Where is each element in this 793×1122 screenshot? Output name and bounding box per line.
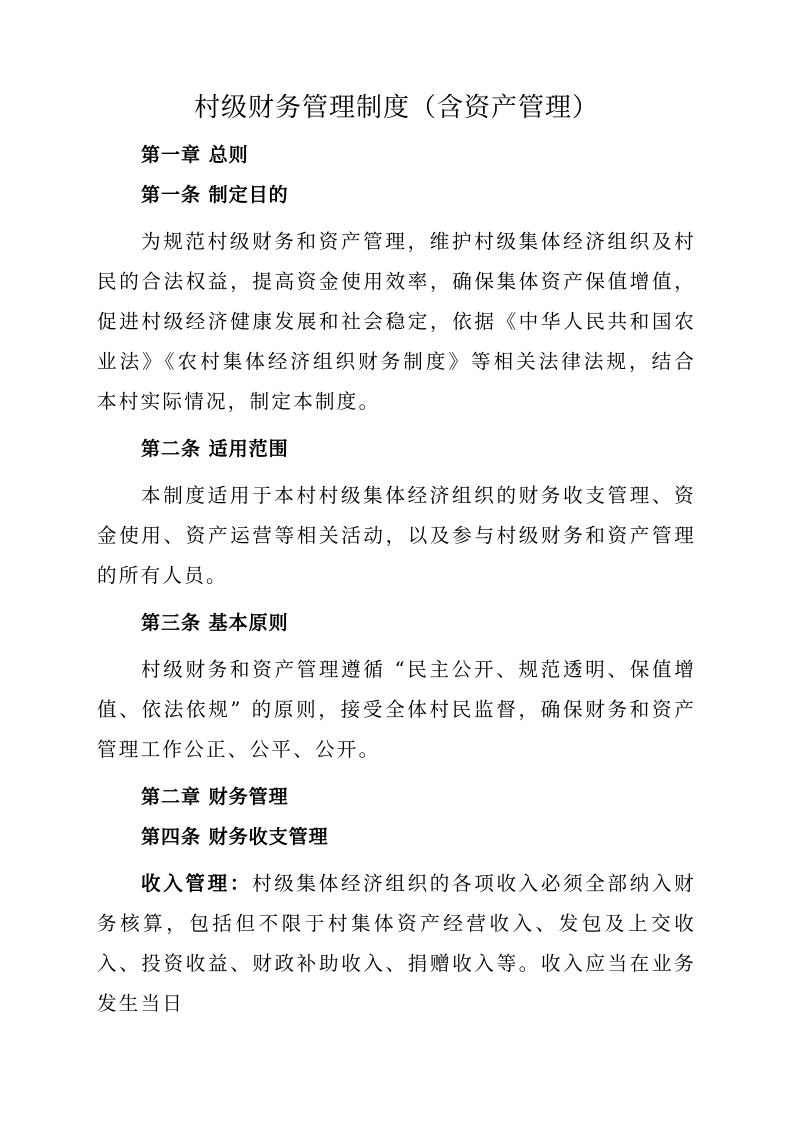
- article-4-heading: 第四条 财务收支管理: [141, 826, 329, 848]
- article-1-heading: 第一条 制定目的: [141, 184, 289, 206]
- article-3-body: 村级财务和资产管理遵循 “民主公开、规范透明、保值增值、依法依规” 的原则，接受全体村民监督，确保财务和资产管理工作公正、公平、公开。: [97, 658, 696, 761]
- chapter-2-heading: 第二章 财务管理: [141, 786, 289, 808]
- article-3-heading: 第三条 基本原则: [141, 612, 289, 634]
- article-1-body: 为规范村级财务和资产管理，维护村级集体经济组织及村民的合法权益，提高资金使用效率，确保集体资产保值增值，促进村级经济健康发展和社会稳定，依据《中华人民共和国农业法》《农村集体经济组织财务制度》等相关法律法规，结合本村实际情况，制定本制度。: [97, 230, 696, 413]
- document-title: 村级财务管理制度（含资产管理）: [193, 93, 599, 123]
- article-4-body: 村级集体经济组织的各项收入必须全部纳入财务核算，包括但不限于村集体资产经营收入、发包及上交收入、投资收益、财政补助收入、捐赠收入等。收入应当在业务发生当日: [97, 872, 696, 1015]
- income-management-lead: 收入管理：: [141, 872, 253, 895]
- article-2-heading: 第二条 适用范围: [141, 438, 289, 460]
- article-2-body: 本制度适用于本村村级集体经济组织的财务收支管理、资金使用、资产运营等相关活动，以及参与村级财务和资产管理的所有人员。: [97, 484, 696, 587]
- article-4-body-paragraph: [97, 864, 696, 1024]
- chapter-1-heading: 第一章 总则: [141, 144, 249, 166]
